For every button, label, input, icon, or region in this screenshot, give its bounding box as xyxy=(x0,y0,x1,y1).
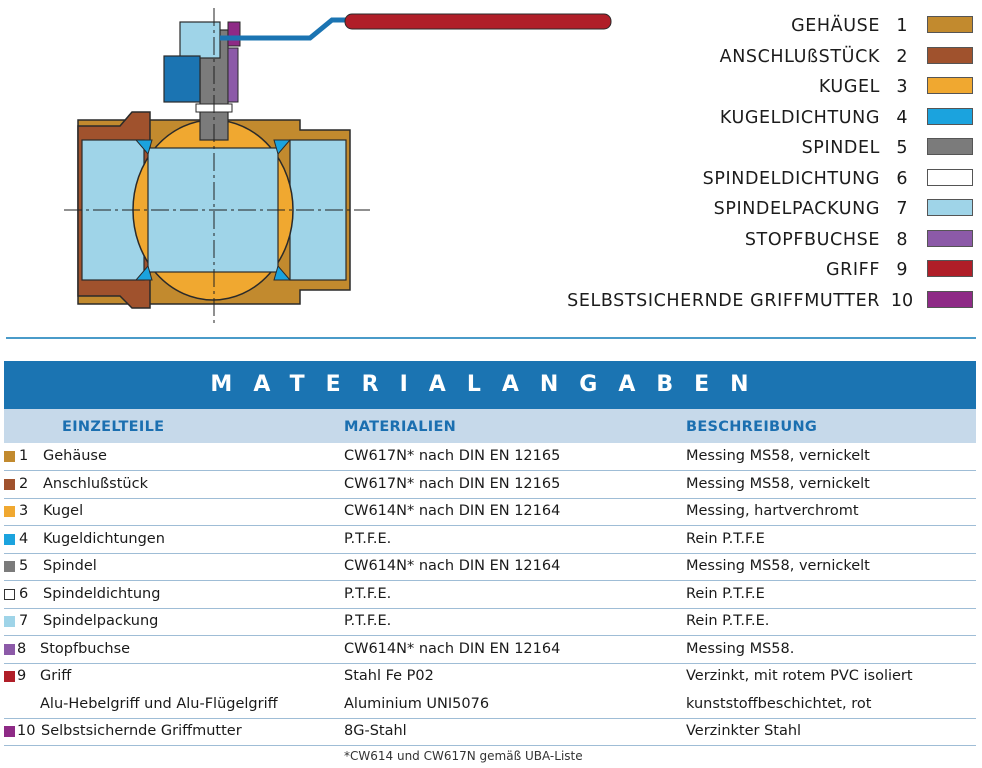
legend-color-swatch xyxy=(927,169,973,186)
part-material: CW617N* nach DIN EN 12165 xyxy=(344,448,561,464)
section-divider xyxy=(6,337,976,339)
materials-banner-title: MATERIALANGABEN xyxy=(210,372,770,397)
legend-color-swatch xyxy=(927,260,973,277)
table-row xyxy=(4,526,976,554)
part-description: Messing MS58, vernickelt xyxy=(686,448,870,464)
part-number: 6 xyxy=(19,585,29,602)
part-material: CW614N* nach DIN EN 12164 xyxy=(344,558,561,574)
part-description: Verzinkter Stahl xyxy=(686,723,802,739)
part-number: 3 xyxy=(19,503,29,519)
part-material: CW614N* nach DIN EN 12164 xyxy=(344,503,561,519)
table-row xyxy=(4,498,976,526)
part-description: Messing MS58, vernickelt xyxy=(686,475,870,492)
legend-label: GEHÄUSE xyxy=(791,16,880,36)
part-description: Messing, hartverchromt xyxy=(686,503,859,519)
part-color-square xyxy=(4,589,15,600)
legend-label: SELBSTSICHERNDE GRIFFMUTTER xyxy=(567,290,880,311)
part-name: Griff xyxy=(40,668,72,684)
table-row xyxy=(4,636,976,664)
table-row xyxy=(4,718,976,746)
legend-number: 3 xyxy=(896,77,908,97)
part-color-square xyxy=(4,479,15,490)
header-parts: EINZELTEILE xyxy=(62,419,165,435)
legend-color-swatch xyxy=(927,16,973,33)
legend-item xyxy=(520,167,980,191)
handle-nut xyxy=(228,22,240,46)
part-description: Messing MS58. xyxy=(686,640,795,657)
legend-number: 2 xyxy=(896,46,908,67)
table-row xyxy=(4,553,976,581)
legend-number: 4 xyxy=(896,107,908,128)
part-description: Rein P.T.F.E. xyxy=(686,613,770,629)
part-color-square xyxy=(4,616,15,627)
table-row xyxy=(4,581,976,609)
part-number: 9 xyxy=(17,668,27,684)
part-description: Messing MS58, vernickelt xyxy=(686,558,870,574)
table-row xyxy=(4,471,976,499)
legend-item xyxy=(520,136,980,160)
part-name: Spindelpackung xyxy=(43,613,159,629)
part-color-square xyxy=(4,561,15,572)
legend-label: STOPFBUCHSE xyxy=(744,229,880,250)
part-description: Verzinkt, mit rotem PVC isoliert xyxy=(686,668,913,684)
table-header xyxy=(4,409,976,443)
part-number: 2 xyxy=(19,475,29,492)
part-material: Stahl Fe P02 xyxy=(344,668,434,684)
legend-number: 10 xyxy=(890,290,914,311)
legend-item xyxy=(520,75,980,99)
part-description: Rein P.T.F.E xyxy=(686,585,765,602)
legend-label: SPINDELDICHTUNG xyxy=(702,168,880,189)
table-row xyxy=(4,691,976,719)
legend-item xyxy=(520,14,980,38)
legend-number: 6 xyxy=(896,168,908,189)
legend-number: 5 xyxy=(896,138,908,158)
footnote: *CW614 und CW617N gemäß UBA-Liste xyxy=(344,749,583,763)
table-row xyxy=(4,663,976,690)
legend-color-swatch xyxy=(927,138,973,155)
part-material: CW614N* nach DIN EN 12164 xyxy=(344,640,561,657)
legend-color-swatch xyxy=(927,199,973,216)
legend-number: 7 xyxy=(896,199,908,219)
part-name: Gehäuse xyxy=(43,448,107,464)
part-material: 8G-Stahl xyxy=(344,723,407,739)
materials-banner xyxy=(4,361,976,409)
part-color-square xyxy=(4,726,15,737)
legend-item xyxy=(520,289,980,313)
legend-label: SPINDELPACKUNG xyxy=(713,199,880,219)
part-color-square xyxy=(4,451,15,462)
part-material: P.T.F.E. xyxy=(344,530,392,547)
part-name: Spindel xyxy=(43,558,97,574)
legend-item xyxy=(520,106,980,130)
part-material: P.T.F.E. xyxy=(344,585,392,602)
part-name: Anschlußstück xyxy=(43,475,148,492)
legend-item xyxy=(520,228,980,252)
part-name: Stopfbuchse xyxy=(40,640,131,657)
legend-label: ANSCHLUßSTÜCK xyxy=(719,46,880,67)
part-name: Selbstsichernde Griffmutter xyxy=(41,723,242,739)
header-description: BESCHREIBUNG xyxy=(686,419,818,435)
legend-color-swatch xyxy=(927,77,973,94)
stuffing-box xyxy=(228,48,238,102)
header-materials: MATERIALIEN xyxy=(344,419,457,435)
legend-number: 8 xyxy=(896,229,908,250)
legend-item xyxy=(520,45,980,69)
legend-color-swatch xyxy=(927,230,973,247)
part-name: Alu-Hebelgriff und Alu-Flügelgriff xyxy=(40,695,278,712)
part-color-square xyxy=(4,534,15,545)
legend-number: 9 xyxy=(896,260,908,280)
part-name: Kugeldichtungen xyxy=(43,530,165,547)
legend-item xyxy=(520,258,980,282)
part-material: Aluminium UNI5076 xyxy=(344,695,490,712)
part-description: kunststoffbeschichtet, rot xyxy=(686,695,872,712)
part-number: 8 xyxy=(17,640,27,657)
part-name: Spindeldichtung xyxy=(43,585,161,602)
legend-item xyxy=(520,197,980,221)
part-color-square xyxy=(4,506,15,517)
gland-nut xyxy=(164,56,200,102)
part-number: 4 xyxy=(19,530,29,547)
part-description: Rein P.T.F.E xyxy=(686,530,765,547)
part-name: Kugel xyxy=(43,503,84,519)
legend-color-swatch xyxy=(927,47,973,64)
part-number: 5 xyxy=(19,558,29,574)
part-material: P.T.F.E. xyxy=(344,613,392,629)
legend-color-swatch xyxy=(927,291,973,308)
legend-label: KUGELDICHTUNG xyxy=(719,107,880,128)
part-color-square xyxy=(4,671,15,682)
legend-color-swatch xyxy=(927,108,973,125)
legend-number: 1 xyxy=(896,16,908,36)
legend-label: KUGEL xyxy=(818,77,880,97)
part-number: 1 xyxy=(19,448,29,464)
part-number: 10 xyxy=(17,723,36,739)
part-color-square xyxy=(4,644,15,655)
legend-label: GRIFF xyxy=(825,260,880,280)
part-number: 7 xyxy=(19,613,29,629)
legend-label: SPINDEL xyxy=(801,138,880,158)
table-row xyxy=(4,443,976,471)
table-row xyxy=(4,608,976,636)
part-material: CW617N* nach DIN EN 12165 xyxy=(344,475,561,492)
